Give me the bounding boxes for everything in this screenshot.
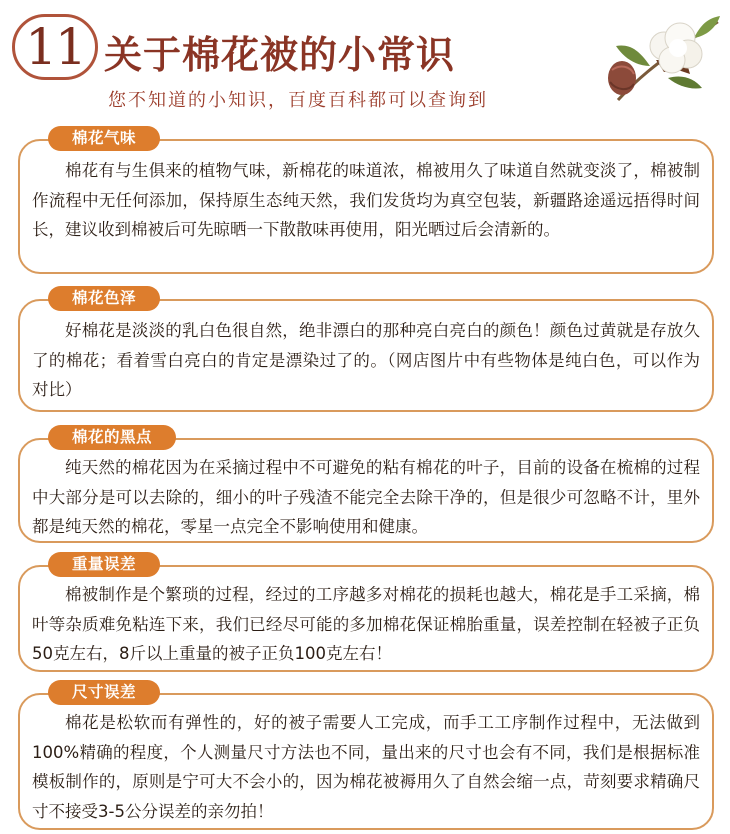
section-smell (18, 126, 714, 274)
page-title: 关于棉花被的小常识 (104, 32, 456, 77)
section-box (18, 693, 714, 830)
section-box (18, 565, 714, 672)
header (0, 0, 730, 118)
page-subtitle: 您不知道的小知识，百度百科都可以查询到 (108, 90, 488, 111)
section-body: 棉被制作是个繁琐的过程，经过的工序越多对棉花的损耗也越大，棉花是手工采摘，棉叶等杂质难免粘连下来，我们已经尽可能的多加棉花保证棉胎重量，误差控制在轻被子正负50克左右，8斤以上重量的被子正负100克左右！ (32, 585, 700, 663)
section-number-badge (12, 14, 98, 80)
section-color (18, 286, 714, 412)
section-size-error (18, 680, 714, 830)
section-tag: 棉花色泽 (48, 286, 160, 311)
section-black-spots (18, 425, 714, 543)
section-box (18, 438, 714, 543)
section-weight-error (18, 552, 714, 672)
section-tag: 棉花的黑点 (48, 425, 176, 450)
section-tag: 重量误差 (48, 552, 160, 577)
section-body: 棉花是松软而有弹性的，好的被子需要人工完成，而手工工序制作过程中，无法做到100%精确的程度，个人测量尺寸方法也不同，量出来的尺寸也会有不同，我们是根据标准模板制作的，原则是宁可大不会小的，因为棉花被褥用久了自然会缩一点，苛刻要求精确尺寸不接受3-5公分误差的亲勿拍！ (32, 713, 700, 821)
section-box (18, 299, 714, 412)
section-number: 11 (25, 18, 85, 76)
section-box (18, 139, 714, 274)
cotton-boll-icon (598, 8, 722, 108)
section-body: 纯天然的棉花因为在采摘过程中不可避免的粘有棉花的叶子，目前的设备在梳棉的过程中大部分是可以去除的，细小的叶子残渣不能完全去除干净的，但是很少可忽略不计，里外都是纯天然的棉花，零星一点完全不影响使用和健康。 (32, 458, 700, 536)
section-tag: 尺寸误差 (48, 680, 160, 705)
section-tag: 棉花气味 (48, 126, 160, 151)
section-body: 棉花有与生俱来的植物气味，新棉花的味道浓，棉被用久了味道自然就变淡了，棉被制作流程中无任何添加，保持原生态纯天然，我们发货均为真空包装，新疆路途遥远捂得时间长，建议收到棉被后可先晾晒一下散散味再使用，阳光晒过后会清新的。 (32, 161, 700, 239)
section-body: 好棉花是淡淡的乳白色很自然，绝非漂白的那种亮白亮白的颜色！颜色过黄就是存放久了的棉花；看着雪白亮白的肯定是漂染过了的。（网店图片中有些物体是纯白色，可以作为对比） (32, 321, 700, 399)
